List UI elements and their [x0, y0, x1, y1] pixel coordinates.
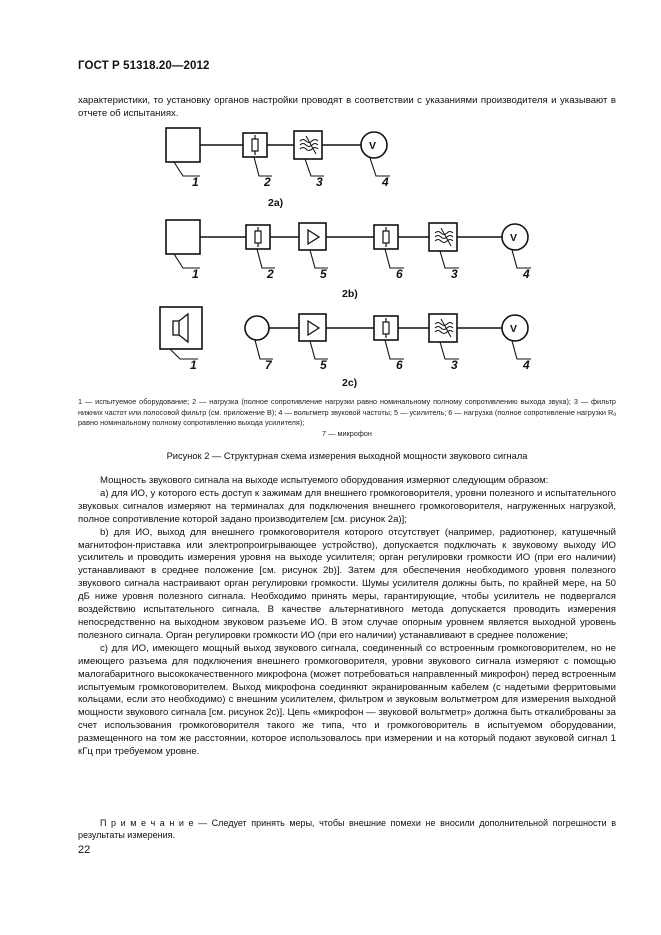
svg-text:4: 4 — [523, 358, 530, 372]
svg-text:6: 6 — [396, 358, 403, 372]
legend-line-2: 7 — микрофон — [322, 428, 372, 438]
voltmeter-letter-c: V — [510, 323, 518, 335]
svg-text:5: 5 — [320, 358, 327, 372]
svg-text:4: 4 — [523, 267, 530, 281]
svg-text:4: 4 — [382, 175, 389, 189]
intro-paragraph: характеристики, то установку органов настройки проводят в соответствии с указаниями производителя и указывают в отчете об испытаниях. — [78, 95, 616, 120]
svg-text:5: 5 — [320, 267, 327, 281]
body-text — [78, 475, 616, 759]
paragraph-b: b) для ИО, выход для внешнего громкоговорителя которого отсутствует (например, радиотюнер, катушечный магнитофон-приставка или электропроигрывающее устройство), допускается подключать к звуковому выходу ИО усилитель и проводить измерения уровня на выходе усилителя; орган регулировки громкости ИО (при его наличии) устанавливают в среднее положение [см. рисунок 2b)]. Затем для обеспечения необходимого уровня полезного звукового сигнала настраивают орган регулировки громкости. Шумы усилителя должны быть, по крайней мере, на 50 дБ ниже уровня полезного сигнала. Необходимо принять меры, гарантирующие, чтобы усилитель не подвергался воздействию испытательного сигнала. В качестве альтернативного метода допускается проводить измерения непосредственно на выходном звуковом разъеме ИО. В этом случае опорным уровнем является выходной уровень полезного сигнала. Орган регулировки громкости ИО (при его наличии) устанавливают в среднее положение; — [78, 526, 616, 641]
figure-legend — [78, 397, 616, 439]
paragraph-a: а) для ИО, у которого есть доступ к зажимам для внешнего громкоговорителя, уровни полезного и испытательного звуковых сигналов измеряют на терминалах для подключения внешнего громкоговорителя, нагруженных нагрузкой, полное сопротивление которой задано производителем [см. рисунок 2а)]; — [78, 487, 616, 525]
voltmeter-letter-b: V — [510, 232, 518, 244]
block-diagram-figure — [0, 0, 661, 400]
svg-text:1: 1 — [192, 267, 199, 281]
svg-text:6: 6 — [396, 267, 403, 281]
svg-text:2: 2 — [264, 175, 271, 189]
svg-text:2: 2 — [267, 267, 274, 281]
paragraph-0: Мощность звукового сигнала на выходе испытуемого оборудования измеряют следующим образом: — [100, 475, 549, 486]
svg-text:1: 1 — [190, 358, 197, 372]
figure-caption: Рисунок 2 — Структурная схема измерения выходной мощности звукового сигнала — [166, 451, 528, 461]
svg-text:3: 3 — [316, 175, 323, 189]
legend-line-1: 1 — испытуемое оборудование; 2 — нагрузка (полное сопротивление нагрузки равно номинальному полному сопротивлению выхода звука); 3 — фильтр нижних частот или полосовой фильтр (см. приложение В); 4 — вольтметр звуковой частоты; 5 — усилитель; 6 — нагрузка (полное сопротивление нагрузки Rₐ равно номинальному полному сопротивлению выхода усилителя); — [78, 397, 616, 428]
voltmeter-letter-a: V — [369, 140, 377, 152]
svg-text:7: 7 — [265, 358, 272, 372]
note: П р и м е ч а н и е — Следует принять меры, чтобы внешние помехи не вносили дополнительной погрешности в результаты измерения. — [78, 818, 616, 840]
fig-label-2b: 2b) — [342, 288, 358, 300]
paragraph-c: с) для ИО, имеющего мощный выход звукового сигнала, соединенный со встроенным громкоговорителем, но не имеющего разъема для подключения внешнего громкоговорителя, уровни звукового сигнала измеряют с помощью малогабаритного высококачественного микрофона (может потребоваться направленный микрофон) перед встроенным испытуемым громкоговорителем. Выход микрофона соединяют экранированным кабелем (с надетыми ферритовыми кольцами, если это необходимо) с внешним усилителем, фильтром и звуковым вольтметром для измерения выходной мощности звукового сигнала [см. рисунок 2с)]. Цепь «микрофон — звуковой вольтметр» должна быть откалиброваны за счет использования громкоговорителя такого же типа, что и громкоговоритель в испытуемом оборудовании, размещенного на том же расстоянии, которое использовалось при измерении и на который подают звуковой сигнал 1 кГц при требуемом уровне. — [78, 642, 616, 758]
svg-text:3: 3 — [451, 267, 458, 281]
svg-text:3: 3 — [451, 358, 458, 372]
equipment-under-test-a — [166, 128, 200, 162]
fig-label-2a: 2a) — [268, 197, 284, 209]
document-header: ГОСТ Р 51318.20—2012 — [78, 60, 210, 72]
svg-text:1: 1 — [192, 175, 199, 189]
fig-label-2c: 2c) — [342, 377, 358, 389]
page-number: 22 — [78, 844, 91, 856]
